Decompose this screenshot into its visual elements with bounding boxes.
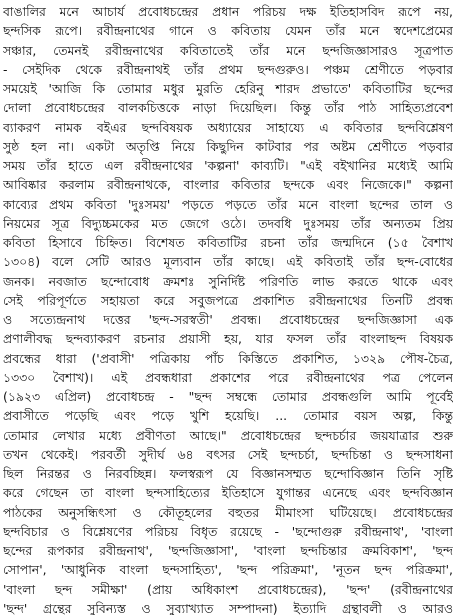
text-line: বাঙালির মনে আচার্য প্রবোধচন্দ্রের প্রধান পরিচয় দক্ষ ইতিহাসবিদ রূপে নয়, — [3, 4, 453, 19]
text-line: ছন্দবিচার ও বিশ্লেষণের পরিচয় বিধৃত রয়েছে - 'ছন্দোগুরু রবীন্দ্রনাথ', 'বাংলা — [3, 523, 453, 539]
text-line: প্রবাসীতে পড়েছি এবং পড়ে খুশি হয়েছি। ... তোমার বয়স অল্প, কিন্তু — [3, 408, 453, 424]
text-line: ছন্দের রূপকার রবীন্দ্রনাথ', 'ছন্দজিজ্ঞাসা', 'বাংলা ছন্দচিন্তার ক্রমবিকাশ', 'ছন্দ — [3, 543, 453, 558]
text-line: সুষ্ঠ হল না। একটা অতৃপ্তি নিয়ে কিছুদিন কাটবার পর অষ্টম শ্রেণীতে পড়বার — [3, 138, 453, 154]
text-line: ১৩৩০ বৈশাখ)। এই প্রবন্ধধারা প্রকাশের পরে রবীন্দ্রনাথের পত্র পেলেন — [3, 369, 453, 385]
text-line: - সেইদিক থেকে রবীন্দ্রনাথই তাঁর প্রথম ছন্দগুরুও। পঞ্চম শ্রেণীতে পড়বার — [3, 61, 453, 77]
text-line: ব্যাকরণ নামক বইএর ছন্দবিষয়ক অধ্যায়ের সাহায্যে এ কবিতার ছন্দবিশ্লেষণ — [3, 119, 453, 135]
text-line: তখন থেকেই। পরবর্তী সুদীর্ঘ ৬৪ বৎসর সেই ছন্দচর্চা, ছন্দচিন্তা ও ছন্দসাধনা — [3, 446, 453, 462]
text-line: সময়েই 'আজি কি তোমার মধুর মুরতি হেরিনু শারদ প্রভাতে' কবিতাটির ছন্দের — [3, 81, 453, 96]
text-line: 'ছন্দ' গ্রন্থের সুবিন্যস্ত ও সুব্যাখ্যাত সম্পাদনা) ইত্যাদি গ্রন্থাবলী ও আরও — [3, 600, 453, 615]
text-line: 'বাংলা ছন্দ সমীক্ষা' (প্রায় অধিকাংশ প্রবোধচন্দ্রের), 'ছন্দ' (রবীন্দ্রনাথের — [3, 581, 453, 597]
text-line: (১৯২৩ এপ্রিল) প্রবোধচন্দ্র - "ছন্দ সম্বন্ধে তোমার প্রবন্ধগুলি আমি পূর্বেই — [3, 389, 453, 404]
text-line: প্রণালীবদ্ধ ছন্দব্যাকরণ রচনার প্রয়াসী হয়, যার ফসল তাঁর বাংলাছন্দ বিষয়ক — [3, 331, 453, 347]
text-line: কাব্যের প্রথম কবিতা 'দুঃসময়' পড়তে পড়তে তাঁর মনে বাংলা ছন্দের তাল ও — [3, 196, 453, 212]
text-line: কবিতা হিসাবে চিহ্নিত। বিশেষত কবিতাটির রচনা তাঁর জন্মদিনে (১৫ বৈশাখ — [3, 235, 453, 250]
text-line: তোমার লেখার মধ্যে প্রবীণতা আছে।" প্রবোধচন্দ্রের ছন্দচর্চার জয়যাত্রার শুরু — [3, 427, 453, 443]
text-line: পাঠকের অনুসন্ধিৎসা ও কৌতূহলের বহুতর মীমাংসা ঘটিয়েছে। প্রবোধচন্দ্রের — [3, 504, 453, 520]
text-line: সময় তাঁর হাতে এল রবীন্দ্রনাথের 'কল্পনা' কাব্যটি। "এই বইখানির মধ্যেই আমি — [3, 158, 453, 173]
text-line: জনক। নবজাত ছন্দোবোধ ক্রমশঃ সুনির্দিষ্ট পরিণতি লাভ করতে থাকে এবং — [3, 273, 453, 289]
text-line: সোপান', 'আধুনিক বাংলা ছন্দসাহিত্য', 'ছন্দ পরিক্রমা', 'নূতন ছন্দ পরিক্রমা', — [3, 562, 453, 578]
text-line: সঞ্চার, তেমনই রবীন্দ্রনাথের কবিতাতেই তাঁর মনে ছন্দজিজ্ঞাসারও সূত্রপাত — [3, 42, 453, 58]
text-line: প্রবন্ধের ধারা ('প্রবাসী' পত্রিকায় পাঁচ কিস্তিতে প্রকাশিত, ১৩২৯ পৌষ-চৈত্র, — [3, 350, 453, 366]
text-line: দোলা প্রবোধচন্দ্রের বালকচিত্তকে নাড়া দিয়েছিল। কিন্তু তাঁর পাঠ সাহিত্যপ্রবেশ — [3, 100, 453, 116]
text-line: সেই পরিপূর্ণতে সহায়তা করে সবুজপত্রে প্রকাশিত রবীন্দ্রনাথের তিনটি প্রবন্ধ — [3, 292, 453, 308]
text-line: ও সত্যেন্দ্রনাথ দত্তের 'ছন্দ-সরস্বতী' প্রবন্ধ। প্রবোধচন্দ্রের ছন্দজিজ্ঞাসা এক — [3, 312, 453, 327]
text-line: ছিল নিরন্তর ও নিরবচ্ছিন্ন। ফলস্বরূপ যে বিজ্ঞানসম্মত ছন্দোবিজ্ঞান তিনি সৃষ্টি — [3, 466, 453, 481]
text-line: ছন্দসিক রূপে। রবীন্দ্রনাথের গানে ও কবিতায় যেমন তাঁর মনে স্বদেশপ্রেমের — [3, 23, 453, 39]
text-line: নিয়মের সূত্র বিদ্যুচ্চমকের মত জেগে ওঠে। তদবধি দুঃসময় তাঁর অন্যতম প্রিয় — [3, 215, 453, 231]
text-line: আবিষ্কার করলাম রবীন্দ্রনাথকে, বাংলার কবিতার ছন্দকে এবং নিজেকে।" কল্পনা — [3, 177, 453, 193]
text-line: ১৩০৪) বলে সেটি আরও মূল্যবান তাঁর কাছে। এই কবিতাই তাঁর ছন্দ-বোধের — [3, 254, 453, 270]
body-text — [3, 2, 453, 615]
text-line: করে গেছেন তা বাংলা ছন্দসাহিত্যের ইতিহাসে যুগান্তর এনেছে এবং ছন্দবিজ্ঞান — [3, 485, 453, 501]
